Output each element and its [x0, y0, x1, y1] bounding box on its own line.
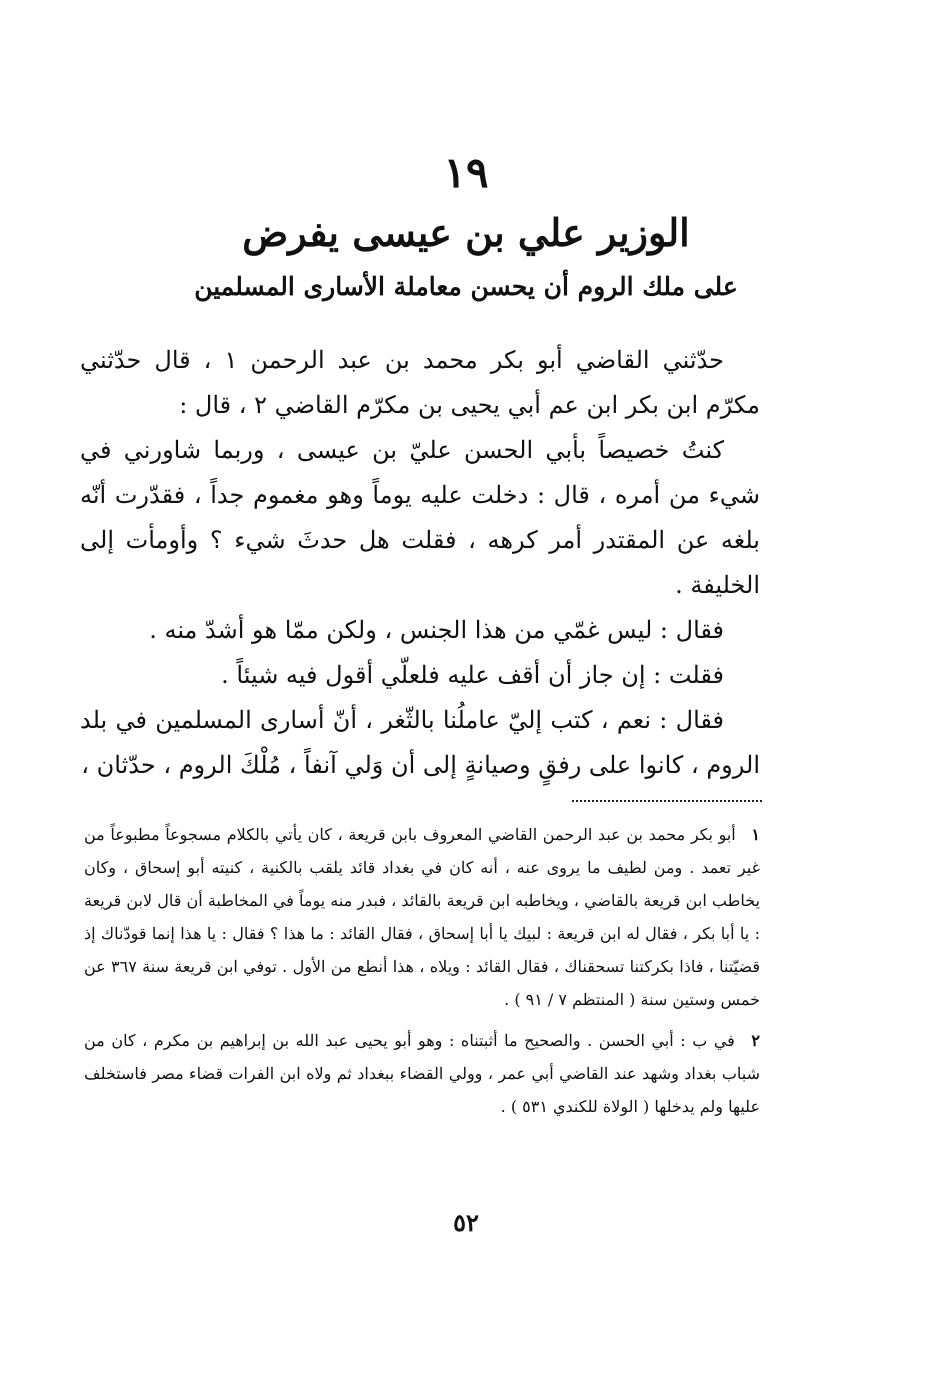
footnote-1-number: ١ [751, 825, 760, 844]
chapter-subtitle: على ملك الروم أن يحسن معاملة الأسارى المسلمين [194, 272, 738, 301]
footnote-2-text: في ب : أبي الحسن . والصحيح ما أثبتناه : وهو أبو يحيى عبد الله بن إبراهيم بن مكرم ، كان من شباب بغداد وشهد عند القاضي أبي عمر ، وولي القضاء ببغداد ثم ولاه ابن الفرات قضاء مصر فاستخلف عليها ولم يدخلها ( الولاة للكندي ٥٣١ ) . [84, 1031, 760, 1116]
paragraph-4: فقلت : إن جاز أن أقف عليه فلعلّي أقول فيه شيئاً . [221, 661, 724, 689]
footnote-1-text: أبو بكر محمد بن عبد الرحمن القاضي المعروف بابن قريعة ، كان يأتي بالكلام مسجوعاً مطبوعاً من غير تعمد . ومن لطيف ما يروى عنه ، أنه كان في بغداد قائد يلقب بالكنية ، كنيته أبو إسحاق ، وكان يخاطب ابن قريعة بالقاضي ، ويخاطبه ابن قريعة بالقائد ، فبدر منه يوماً في المخاطبة أن قال لابن قريعة : يا أبا بكر ، فقال له ابن قريعة : لبيك يا أبا إسحاق ، فقال القائد : ما هذا ؟ فقال : يا هذا إنما قودّناك إذ قضيّتنا ، فاذا بكركتنا تسحقناك ، فقال القائد : ويلاه ، هذا أنطع من الأول . توفي ابن قريعة سنة ٣٦٧ عن خمس وستين سنة ( المنتظم ٧ / ٩١ ) . [84, 825, 761, 1009]
chapter-number: ١٩ [443, 148, 489, 197]
footnote-2-number: ٢ [751, 1031, 761, 1050]
footnotes [84, 818, 760, 1131]
paragraph-2: كنتُ خصيصاً بأبي الحسن عليّ بن عيسى ، وربما شاورني في شيء من أمره ، قال : دخلت عليه يوماً وهو مغموم جداً ، فقدّرت أنّه بلغه عن المقتدر أمر كرهه ، فقلت هل حدثَ شيء ؟ وأومأت إلى الخليفة . [80, 436, 760, 599]
footnote-1 [84, 818, 760, 1016]
footnote-2 [84, 1024, 760, 1123]
main-text [80, 338, 760, 788]
chapter-title: الوزير علي بن عيسى يفرض [242, 210, 690, 255]
paragraph-5: فقال : نعم ، كتب إليّ عاملُنا بالثّغر ، أنّ أسارى المسلمين في بلد الروم ، كانوا على رفقٍ وصيانةٍ إلى أن وَلي آنفاً ، مُلْكَ الروم ، حدّثان ، [80, 706, 760, 779]
paragraph-3: فقال : ليس غمّي من هذا الجنس ، ولكن ممّا هو أشدّ منه . [149, 616, 724, 644]
paragraph-1: حدّثني القاضي أبو بكر محمد بن عبد الرحمن ١ ، قال حدّثني مكرّم ابن بكر ابن عم أبي يحيى بن مكرّم القاضي ٢ ، قال : [80, 346, 760, 419]
footnote-divider [572, 800, 762, 802]
page-number: ٥٢ [453, 1208, 479, 1237]
